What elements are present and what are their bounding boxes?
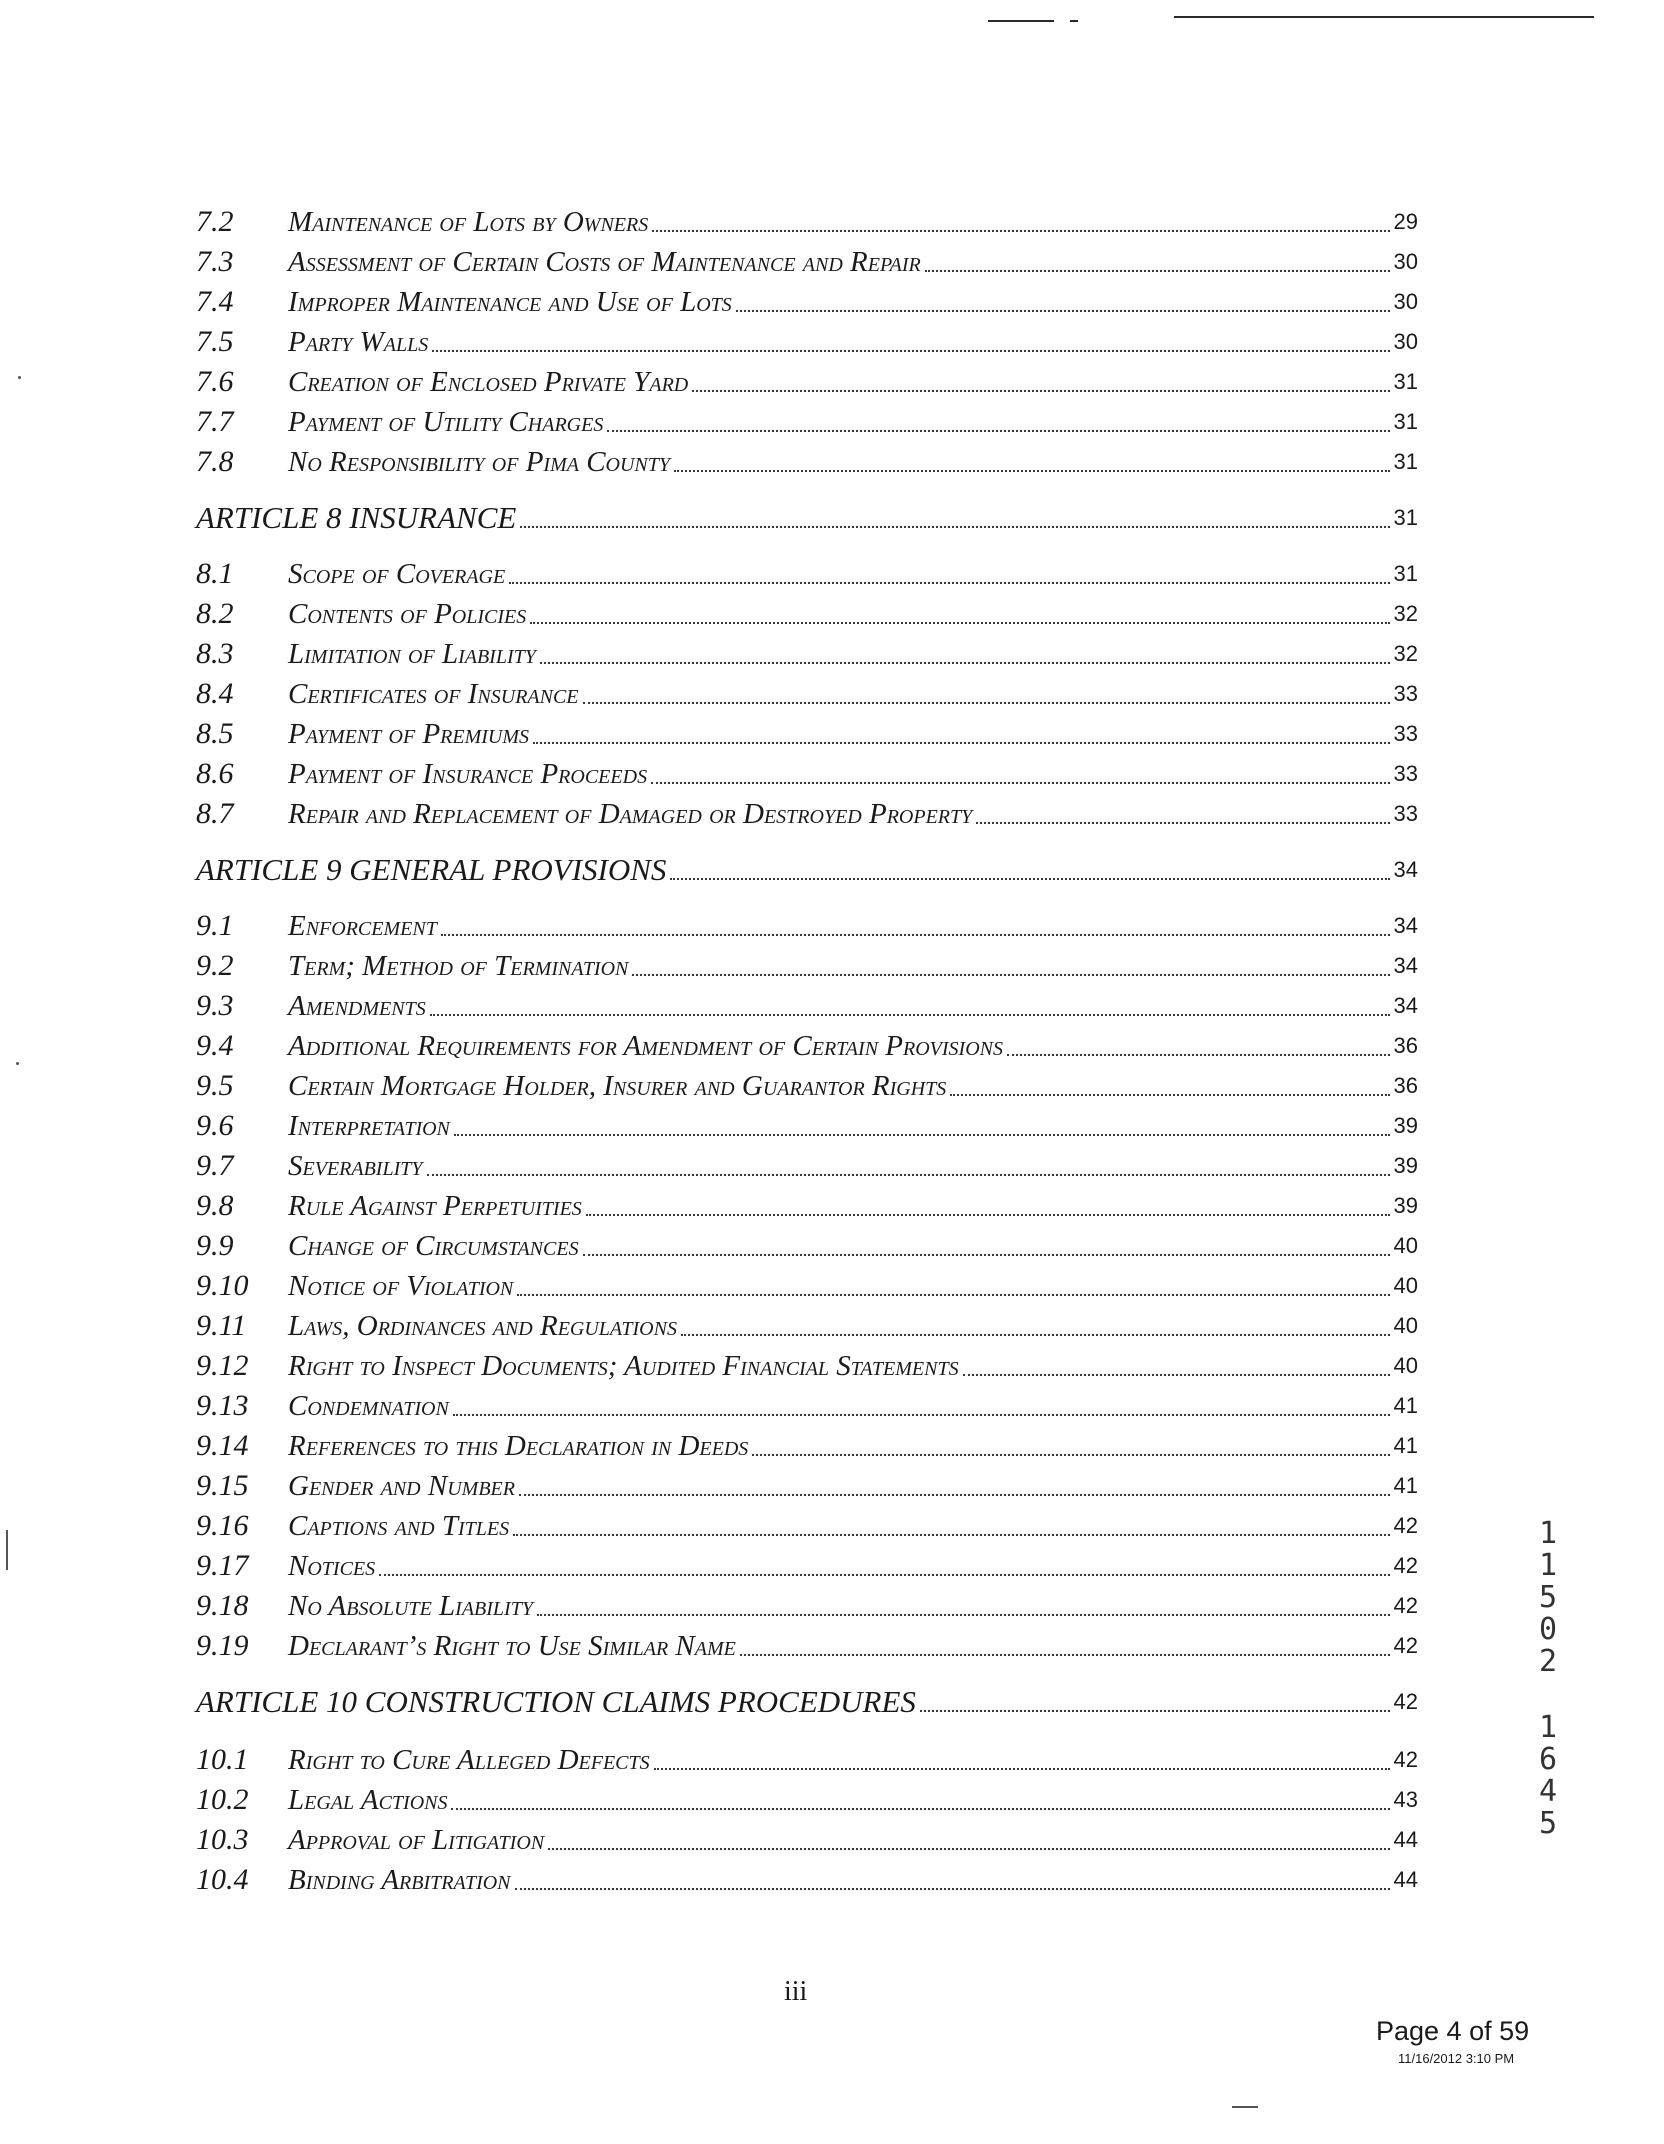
toc-entry-page: 36: [1393, 1033, 1418, 1058]
toc-entry: [196, 552, 1418, 592]
toc-entry: [196, 1424, 1418, 1464]
toc-entry-title: Declarant’s Right to Use Similar Name: [288, 1630, 736, 1662]
toc-entry: [196, 1738, 1418, 1778]
toc-entry-title: Interpretation: [288, 1110, 450, 1142]
toc-entry-title: Certificates of Insurance: [288, 678, 579, 710]
toc-entry-number: 9.4: [196, 1029, 234, 1062]
dot-leader: [925, 270, 1390, 272]
dot-leader: [651, 782, 1389, 784]
toc-entry-title: Payment of Insurance Proceeds: [288, 758, 648, 790]
dot-leader: [632, 974, 1389, 976]
toc-entry-number: 9.6: [196, 1109, 234, 1142]
toc-entry-page: 30: [1393, 289, 1418, 314]
dot-leader: [652, 230, 1389, 232]
toc-entry: [196, 240, 1418, 280]
dot-leader: [920, 1710, 1390, 1712]
recording-stamp-digit: 2: [1538, 1644, 1558, 1679]
recording-stamp-digit: 5: [1538, 1580, 1558, 1615]
toc-entry-page: 43: [1393, 1787, 1418, 1812]
toc-entry-page: 31: [1393, 505, 1418, 530]
toc-entry-title: Contents of Policies: [288, 598, 527, 630]
toc-entry-page: 39: [1393, 1153, 1418, 1178]
toc-entry-page: 33: [1393, 801, 1418, 826]
toc-entry-page: 29: [1393, 209, 1418, 234]
toc-entry: [196, 360, 1418, 400]
toc-entry-page: 33: [1393, 721, 1418, 746]
toc-entry-number: 9.8: [196, 1189, 234, 1222]
toc-entry-page: 39: [1393, 1193, 1418, 1218]
dot-leader: [950, 1094, 1389, 1096]
dot-leader: [681, 1334, 1390, 1336]
toc-entry-page: 41: [1393, 1393, 1418, 1418]
toc-entry: [196, 440, 1418, 480]
toc-entry: [196, 1104, 1418, 1144]
toc-entry: [196, 1818, 1418, 1858]
toc-entry-page: 34: [1393, 913, 1418, 938]
recording-stamp-gap: [1530, 1678, 1566, 1712]
toc-entry-page: 39: [1393, 1113, 1418, 1138]
dot-leader: [379, 1574, 1389, 1576]
toc-entry: [196, 1544, 1418, 1584]
toc-entry-page: 44: [1393, 1867, 1418, 1892]
toc-entry-page: 34: [1393, 953, 1418, 978]
dot-leader: [583, 702, 1390, 704]
dot-leader: [548, 1848, 1389, 1850]
toc-entry: [196, 1064, 1418, 1104]
toc-entry-number: 8.4: [196, 677, 234, 710]
toc-entry-page: 40: [1393, 1353, 1418, 1378]
dot-leader: [533, 742, 1389, 744]
toc-entry: [196, 944, 1418, 984]
toc-entry: [196, 1584, 1418, 1624]
toc-entry-title: Right to Inspect Documents; Audited Financial Statements: [288, 1350, 959, 1382]
toc-entry-title: Notices: [288, 1550, 376, 1582]
dot-leader: [519, 1494, 1390, 1496]
dot-leader: [430, 1014, 1390, 1016]
scan-speck: [18, 376, 21, 379]
toc-entry-title: Enforcement: [288, 910, 437, 942]
toc-entry-title: Amendments: [288, 990, 426, 1022]
toc-entry-title: Approval of Litigation: [288, 1824, 545, 1856]
toc-entry: [196, 1024, 1418, 1064]
toc-entry-number: 10.2: [196, 1783, 249, 1816]
toc-entry-title: Legal Actions: [288, 1784, 448, 1816]
toc-entry-number: 7.5: [196, 325, 234, 358]
page-count: Page 4 of 59: [1376, 2016, 1530, 2046]
toc-entry-title: No Responsibility of Pima County: [288, 446, 671, 478]
toc-entry-page: 41: [1393, 1433, 1418, 1458]
scan-speck: [1232, 2106, 1258, 2108]
toc-entry-number: 7.8: [196, 445, 234, 478]
toc-entry: [196, 984, 1418, 1024]
toc-entry-page: 42: [1393, 1633, 1418, 1658]
toc-entry-title: No Absolute Liability: [288, 1590, 533, 1622]
toc-entry-title: Payment of Utility Charges: [288, 406, 604, 438]
toc-entry-title: Laws, Ordinances and Regulations: [288, 1310, 677, 1342]
dot-leader: [1007, 1054, 1390, 1056]
toc-entry-page: 33: [1393, 761, 1418, 786]
toc-entry-number: 8.6: [196, 757, 234, 790]
toc-entry-title: Scope of Coverage: [288, 558, 506, 590]
dot-leader: [515, 1888, 1390, 1890]
dot-leader: [537, 1614, 1390, 1616]
toc-entry-title: Change of Circumstances: [288, 1230, 579, 1262]
dot-leader: [509, 582, 1389, 584]
scan-artifact-line: [1174, 16, 1594, 18]
toc-entry-page: 44: [1393, 1827, 1418, 1852]
toc-entry: [196, 1304, 1418, 1344]
toc-entry-page: 40: [1393, 1313, 1418, 1338]
toc-entry-number: 9.19: [196, 1629, 249, 1662]
toc-entry-title: Right to Cure Alleged Defects: [288, 1744, 650, 1776]
toc-entry: [196, 1344, 1418, 1384]
dot-leader: [670, 878, 1389, 880]
toc-entry-number: 8.1: [196, 557, 234, 590]
toc-article-heading: [196, 848, 1418, 888]
roman-page-number: iii: [784, 1976, 808, 2007]
dot-leader: [976, 822, 1389, 824]
dot-leader: [454, 1134, 1390, 1136]
toc-entry: [196, 1624, 1418, 1664]
dot-leader: [654, 1768, 1390, 1770]
scan-speck: [16, 1062, 19, 1065]
toc-entry-number: 9.2: [196, 949, 234, 982]
toc-entry-number: 10.1: [196, 1743, 249, 1776]
dot-leader: [453, 1414, 1390, 1416]
toc-entry-page: 33: [1393, 681, 1418, 706]
recording-stamp-digit: 6: [1538, 1742, 1558, 1777]
toc-entry-page: 42: [1393, 1689, 1418, 1714]
toc-entry-number: 10.4: [196, 1863, 249, 1896]
toc-entry-title: Additional Requirements for Amendment of Certain Provisions: [288, 1030, 1003, 1062]
dot-leader: [692, 390, 1389, 392]
toc-entry-title: Rule Against Perpetuities: [288, 1190, 582, 1222]
toc-entry-title: Gender and Number: [288, 1470, 515, 1502]
toc-entry-number: 9.14: [196, 1429, 249, 1462]
toc-entry-title: Assessment of Certain Costs of Maintenance and Repair: [288, 246, 921, 278]
toc-entry: [196, 320, 1418, 360]
toc-entry-number: 9.12: [196, 1349, 249, 1382]
toc-entry-page: 42: [1393, 1553, 1418, 1578]
toc-entry-page: 34: [1393, 993, 1418, 1018]
toc-entry-title: Captions and Titles: [288, 1510, 510, 1542]
toc-entry-title: Improper Maintenance and Use of Lots: [288, 286, 732, 318]
toc-entry-title: Notice of Violation: [288, 1270, 514, 1302]
dot-leader: [513, 1534, 1389, 1536]
toc-entry-number: 7.3: [196, 245, 234, 278]
toc-entry-number: 9.1: [196, 909, 234, 942]
toc-entry: [196, 792, 1418, 832]
toc-entry-page: 30: [1393, 249, 1418, 274]
recording-stamp-digit: 4: [1538, 1774, 1558, 1809]
toc-entry: [196, 280, 1418, 320]
toc-entry-page: 31: [1393, 449, 1418, 474]
toc-entry-number: 9.3: [196, 989, 234, 1022]
toc-entry: [196, 1858, 1418, 1898]
toc-entry-page: 34: [1393, 857, 1418, 882]
dot-leader: [441, 934, 1390, 936]
toc-entry-number: 10.3: [196, 1823, 249, 1856]
toc-entry-number: 9.18: [196, 1589, 249, 1622]
toc-entry-page: 36: [1393, 1073, 1418, 1098]
dot-leader: [752, 1454, 1389, 1456]
toc-entry-number: 9.16: [196, 1509, 249, 1542]
scan-speck: [6, 1530, 8, 1570]
toc-entry-title: ARTICLE 10 CONSTRUCTION CLAIMS PROCEDURES: [196, 1684, 916, 1719]
dot-leader: [530, 622, 1389, 624]
toc-entry: [196, 1264, 1418, 1304]
toc-entry: [196, 752, 1418, 792]
toc-entry: [196, 904, 1418, 944]
toc-entry-page: 42: [1393, 1593, 1418, 1618]
toc-entry-title: Condemnation: [288, 1390, 449, 1422]
toc-entry: [196, 632, 1418, 672]
toc-entry-title: Severability: [288, 1150, 423, 1182]
toc-entry-page: 32: [1393, 641, 1418, 666]
toc-entry-number: 9.13: [196, 1389, 249, 1422]
toc-entry: [196, 400, 1418, 440]
toc-entry-number: 9.10: [196, 1269, 249, 1302]
toc-entry-title: Payment of Premiums: [288, 718, 530, 750]
recording-stamp: [1530, 1518, 1566, 1840]
dot-leader: [517, 1294, 1389, 1296]
toc-entry-title: Creation of Enclosed Private Yard: [288, 366, 689, 398]
toc-entry: [196, 1464, 1418, 1504]
dot-leader: [963, 1374, 1390, 1376]
toc-entry-title: Term; Method of Termination: [288, 950, 629, 982]
toc-entry-number: 8.5: [196, 717, 234, 750]
toc-entry-page: 31: [1393, 409, 1418, 434]
toc-entry-page: 31: [1393, 369, 1418, 394]
toc-entry-number: 9.5: [196, 1069, 234, 1102]
toc-entry-page: 42: [1393, 1513, 1418, 1538]
toc-article-heading: [196, 496, 1418, 536]
toc-entry-title: ARTICLE 9 GENERAL PROVISIONS: [196, 852, 667, 887]
toc-entry-title: ARTICLE 8 INSURANCE: [196, 500, 517, 535]
dot-leader: [540, 662, 1390, 664]
toc-entry: [196, 1778, 1418, 1818]
dot-leader: [586, 1214, 1390, 1216]
toc-article-heading: [196, 1680, 1418, 1720]
dot-leader: [736, 310, 1390, 312]
toc-entry-title: Repair and Replacement of Damaged or Destroyed Property: [288, 798, 973, 830]
toc-entry-number: 9.11: [196, 1309, 247, 1342]
dot-leader: [451, 1808, 1389, 1810]
toc-entry: [196, 1384, 1418, 1424]
toc-entry: [196, 672, 1418, 712]
dot-leader: [740, 1654, 1390, 1656]
recording-stamp-digit: 1: [1538, 1516, 1558, 1551]
dot-leader: [427, 1174, 1390, 1176]
toc-entry-number: 9.7: [196, 1149, 234, 1182]
toc-entry-number: 9.15: [196, 1469, 249, 1502]
toc-entry-title: Certain Mortgage Holder, Insurer and Guarantor Rights: [288, 1070, 947, 1102]
toc-entry: [196, 592, 1418, 632]
toc-entry: [196, 712, 1418, 752]
toc-entry-number: 8.7: [196, 797, 234, 830]
recording-stamp-digit: 0: [1538, 1612, 1558, 1647]
toc-entry-number: 7.7: [196, 405, 234, 438]
dot-leader: [583, 1254, 1390, 1256]
recording-stamp-digit: 5: [1538, 1806, 1558, 1841]
toc-entry-page: 30: [1393, 329, 1418, 354]
toc-entry: [196, 200, 1418, 240]
toc-entry-number: 7.2: [196, 205, 234, 238]
toc-entry: [196, 1224, 1418, 1264]
toc-entry-page: 32: [1393, 601, 1418, 626]
toc-entry-page: 31: [1393, 561, 1418, 586]
toc-entry-number: 7.6: [196, 365, 234, 398]
scan-artifact-line: [1070, 20, 1078, 22]
toc-entry-page: 42: [1393, 1747, 1418, 1772]
toc-entry-page: 40: [1393, 1233, 1418, 1258]
toc-entry-page: 40: [1393, 1273, 1418, 1298]
recording-stamp-digit: 1: [1538, 1548, 1558, 1583]
toc-entry-number: 9.17: [196, 1549, 249, 1582]
toc-entry: [196, 1144, 1418, 1184]
toc-entry: [196, 1504, 1418, 1544]
scan-artifact-line: [988, 20, 1054, 22]
toc-entry-title: References to this Declaration in Deeds: [288, 1430, 749, 1462]
toc-entry-title: Limitation of Liability: [288, 638, 536, 670]
toc-entry-title: Party Walls: [288, 326, 429, 358]
recording-stamp-digit: 1: [1538, 1710, 1558, 1745]
toc-entry-number: 8.2: [196, 597, 234, 630]
print-timestamp: 11/16/2012 3:10 PM: [1398, 2051, 1515, 2066]
dot-leader: [432, 350, 1389, 352]
toc-entry-title: Maintenance of Lots by Owners: [288, 206, 649, 238]
toc-entry-number: 9.9: [196, 1229, 234, 1262]
toc-entry-number: 7.4: [196, 285, 234, 318]
toc-entry-title: Binding Arbitration: [288, 1864, 511, 1896]
toc-entry: [196, 1184, 1418, 1224]
dot-leader: [607, 430, 1389, 432]
dot-leader: [520, 526, 1389, 528]
toc-entry-number: 8.3: [196, 637, 234, 670]
dot-leader: [674, 470, 1390, 472]
toc-entry-page: 41: [1393, 1473, 1418, 1498]
